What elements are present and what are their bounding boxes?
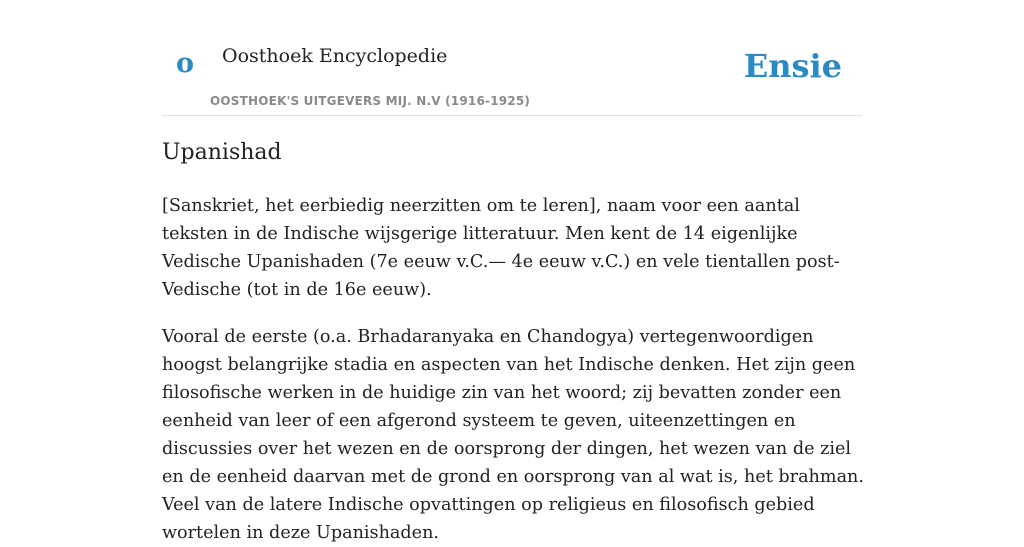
site-title[interactable]: Oosthoek Encyclopedie [222,45,448,67]
page-container [162,0,864,543]
site-subtitle: OOSTHOEK'S UITGEVERS MIJ. N.V (1916-1925) [210,94,531,108]
article-paragraph: Vooral de eerste (o.a. Brhadaranyaka en Chandogya) vertegenwoordigen hoogst belangrijke stadia en aspecten van het Indische denken. Het zijn geen filosofische werken in de huidige zin van het woord; zij bevatten zonder een eenheid van leer of een afgerond systeem te geven, uiteenzettingen en discussies over het wezen en de oorsprong der dingen, het wezen van de ziel en de eenheid daarvan met de grond en oorsprong van al wat is, het brahman. Veel van de latere Indische opvattingen op religieus en filosofisch gebied wortelen in deze Upanishaden. [162,327,864,543]
brand-logo-link[interactable]: Ensie [743,47,842,85]
article-paragraph: [Sanskriet, het eerbiedig neerzitten om te leren], naam voor een aantal teksten in de Indische wijsgerige litteratuur. Men kent de 14 eigenlijke Vedische Upanishaden (7e eeuw v.C.— 4e eeuw v.C.) en vele tientallen post-Vedische (tot in de 16e eeuw). [162,196,840,300]
site-header [162,0,862,116]
logo-icon[interactable]: o [176,48,195,79]
article-title: Upanishad [162,140,282,165]
